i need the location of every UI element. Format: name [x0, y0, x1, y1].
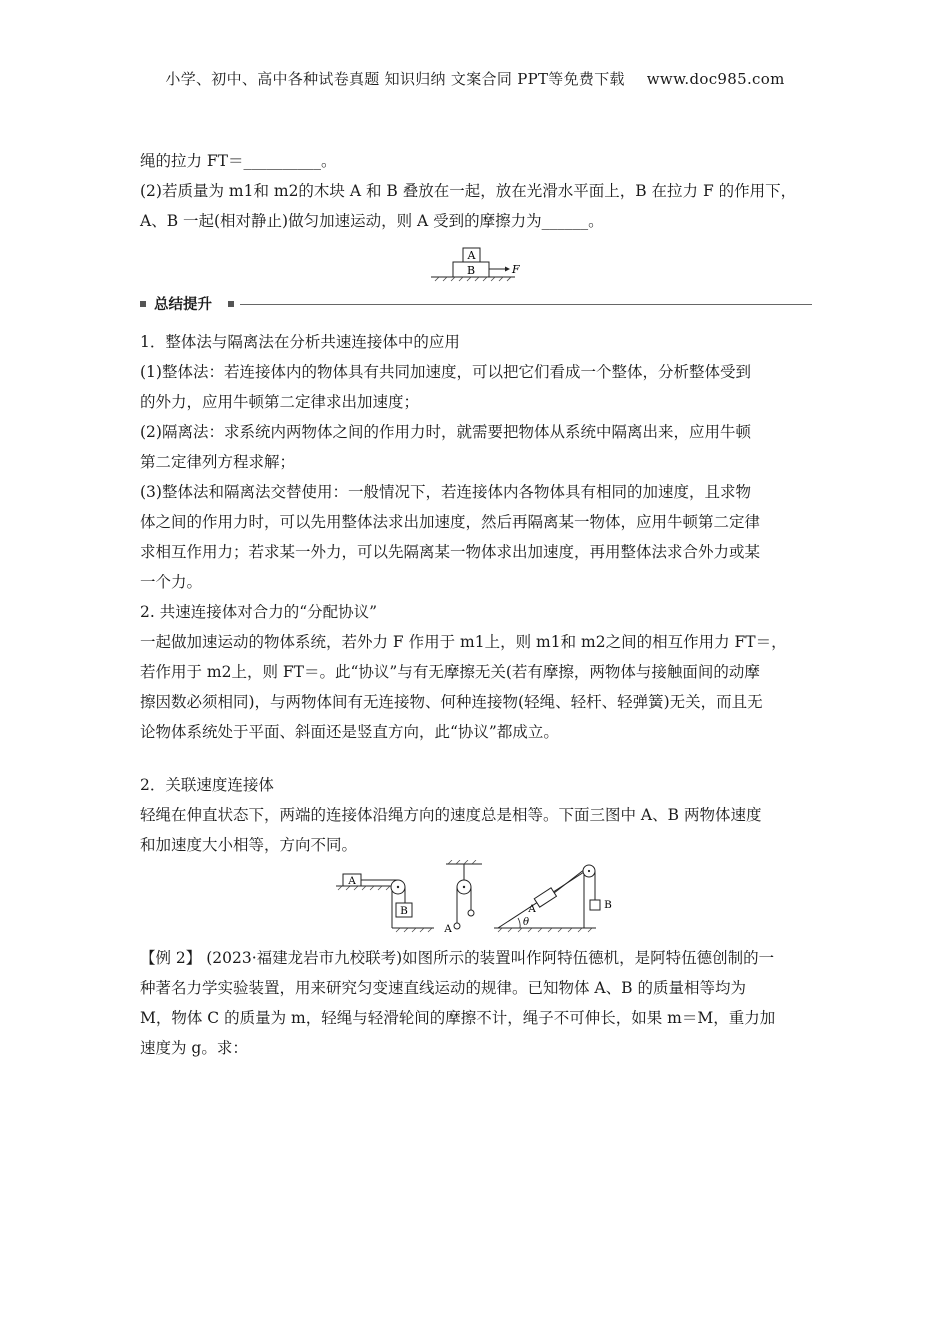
- text-line: 体之间的作用力时，可以先用整体法求出加速度，然后再隔离某一物体，应用牛顿第二定律: [140, 513, 761, 531]
- text-line: M，物体 C 的质量为 m，轻绳与轻滑轮间的摩擦不计，绳子不可伸长，如果 m＝M，重力加: [140, 1009, 776, 1027]
- text-line: (2)隔离法：求系统内两物体之间的作用力时，就需要把物体从系统中隔离出来，应用牛顿: [140, 423, 751, 441]
- text-line: 一起做加速运动的物体系统，若外力 F 作用于 m1上，则 m1和 m2之间的相互作用力 FT＝，: [140, 633, 787, 651]
- figure-label-f: F: [512, 263, 520, 276]
- summary-title: 总结提升: [154, 293, 216, 314]
- text-line: 2．关联速度连接体: [140, 776, 274, 794]
- text-line: 求相互作用力；若求某一外力，可以先隔离某一物体求出加速度，再用整体法求合外力或某: [140, 543, 761, 561]
- text-line: (3)整体法和隔离法交替使用：一般情况下，若连接体内各物体具有相同的加速度，且求物: [140, 483, 751, 501]
- text-line: A、B 一起(相对静止)做匀加速运动，则 A 受到的摩擦力为______。: [140, 212, 604, 230]
- top-block: [140, 146, 812, 236]
- header-text: 小学、初中、高中各种试卷真题 知识归纳 文案合同 PPT等免费下载: [165, 70, 625, 88]
- summary-section-header: [140, 291, 812, 315]
- text-line: 和加速度大小相等，方向不同。: [140, 836, 358, 854]
- section2-block: [140, 770, 812, 860]
- section-divider: [240, 304, 812, 305]
- page-header: [0, 68, 950, 89]
- bullet-square-icon: [140, 301, 146, 307]
- text-line: 轻绳在伸直状态下，两端的连接体沿绳方向的速度总是相等。下面三图中 A、B 两物体速度: [140, 806, 762, 824]
- incline-pulley-diagram: [494, 865, 612, 932]
- text-line: 论物体系统处于平面、斜面还是竖直方向，此“协议”都成立。: [140, 723, 559, 741]
- connected-bodies-figure: [334, 860, 620, 936]
- text-line: 若作用于 m2上，则 FT＝。此“协议”与有无摩擦无关(若有摩擦，两物体与接触面间的动摩: [140, 663, 760, 681]
- figure-label-b: B: [604, 899, 612, 911]
- text-line: 速度为 g。求：: [140, 1039, 248, 1057]
- text-line: (2)若质量为 m1和 m2的木块 A 和 B 叠放在一起，放在光滑水平面上，B 在拉力 F 的作用下，: [140, 182, 797, 200]
- figure-label-theta: θ: [522, 917, 530, 928]
- summary-block: [140, 327, 812, 747]
- table-pulley-diagram: [336, 874, 434, 932]
- example-block: [140, 943, 812, 1063]
- header-site: www.doc985.com: [646, 70, 785, 88]
- bullet-square-icon: [228, 301, 234, 307]
- text-line: 擦因数必须相同)，与两物体间有无连接物、何种连接物(轻绳、轻杆、轻弹簧)无关，而且无: [140, 693, 763, 711]
- hanging-pulley-diagram: [443, 860, 482, 935]
- text-line: 的外力，应用牛顿第二定律求出加速度；: [140, 393, 420, 411]
- text-line: 种著名力学实验装置，用来研究匀变速直线运动的规律。已知物体 A、B 的质量相等均为: [140, 979, 746, 997]
- text-line: 1．整体法与隔离法在分析共速连接体中的应用: [140, 333, 460, 351]
- figure-label-a: A: [444, 923, 452, 935]
- figure-label-a: A: [348, 875, 356, 887]
- stacked-blocks-figure: [425, 244, 525, 284]
- text-line: 第二定律列方程求解；: [140, 453, 296, 471]
- text-line: 【例 2】 (2023·福建龙岩市九校联考)如图所示的装置叫作阿特伍德机，是阿特伍德创制的一: [140, 949, 775, 967]
- figure-label-a: A: [467, 249, 476, 262]
- text-line: 一个力。: [140, 573, 203, 591]
- text-line: (1)整体法：若连接体内的物体具有共同加速度，可以把它们看成一个整体，分析整体受到: [140, 363, 751, 381]
- figure-label-b: B: [466, 264, 476, 277]
- text-line: 绳的拉力 FT＝__________。: [140, 152, 337, 170]
- figure-label-b: B: [400, 905, 408, 917]
- figure-label-a: A: [528, 903, 536, 915]
- text-line: 2. 共速连接体对合力的“分配协议”: [140, 603, 378, 621]
